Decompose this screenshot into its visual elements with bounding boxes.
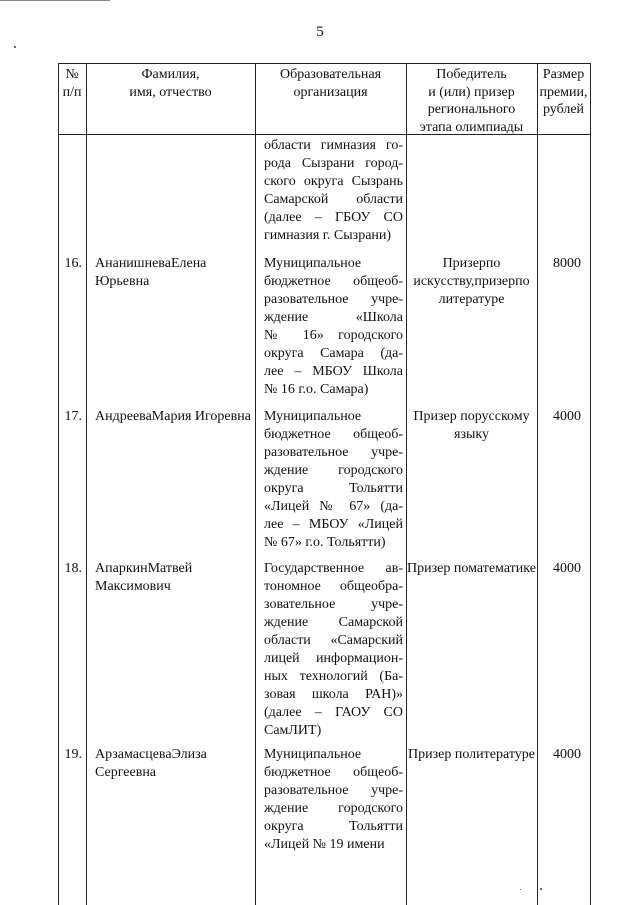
text-line: округа Тольятти xyxy=(264,481,403,496)
text-line: области «Самарский xyxy=(264,633,403,648)
text-line: Муниципальное xyxy=(264,747,362,762)
text-line: Мария Игоревна xyxy=(151,409,251,424)
text-line: Андреева xyxy=(95,409,152,424)
achievement xyxy=(406,408,537,444)
prize-amount: 4000 xyxy=(553,409,581,424)
text-line: СамЛИТ) xyxy=(264,723,322,738)
text-line: Арзамасцева xyxy=(95,747,172,762)
text-line: ных технологий (Ба- xyxy=(264,669,403,684)
text-line: призер xyxy=(474,274,516,289)
text-line: лее – МБОУ «Лицей xyxy=(264,517,403,532)
student-name xyxy=(95,560,253,596)
scan-speck xyxy=(520,889,521,890)
organization xyxy=(264,408,403,552)
text-line: № 16» городского xyxy=(264,328,403,343)
achievement xyxy=(406,255,537,309)
header-org: Образовательная организация xyxy=(279,67,382,100)
text-line: Апаркин xyxy=(95,561,148,576)
organization xyxy=(264,560,403,740)
text-line: (далее – ГАОУ СО xyxy=(264,705,403,720)
text-line: математике xyxy=(468,561,536,576)
text-line: Государственное ав- xyxy=(264,561,403,576)
text-line: тономное общеобра- xyxy=(264,579,403,594)
row-number: 18. xyxy=(64,561,82,576)
text-line: округа Самара (да- xyxy=(264,346,403,361)
student-name xyxy=(95,408,253,426)
prize-amount: 4000 xyxy=(553,747,581,762)
prize-amount: 4000 xyxy=(553,561,581,576)
winners-table xyxy=(58,63,591,905)
text-line: гимназия г. Сызрани) xyxy=(264,228,392,243)
text-line: зовательное учре- xyxy=(264,597,403,612)
text-line: (далее – ГБОУ СО xyxy=(264,210,403,225)
text-line: лее – МБОУ Школа xyxy=(264,364,403,379)
header-achievement: Победитель и (или) призер регионального этапа олимпиады xyxy=(419,67,524,135)
scan-speck xyxy=(14,46,16,48)
text-line: Самарской области xyxy=(264,192,403,207)
row-number: 16. xyxy=(64,256,82,271)
text-line: ждение городского xyxy=(264,801,403,816)
scan-speck xyxy=(540,888,542,890)
text-line: Призер по xyxy=(407,561,469,576)
organization xyxy=(264,255,403,399)
text-line: лицей информацион- xyxy=(264,651,403,666)
text-line: Елена Юрьевна xyxy=(95,256,207,289)
header-num: № п/п xyxy=(62,67,82,100)
student-name xyxy=(95,746,253,782)
text-line: Призер xyxy=(442,256,486,271)
text-line: Призер по xyxy=(413,409,475,424)
text-line: русскому языку xyxy=(454,409,530,442)
text-line: рода Сызрани город- xyxy=(264,156,403,171)
continuation-org xyxy=(264,137,403,245)
text-line: Элиза Сергеевна xyxy=(95,747,207,780)
text-line: разовательное учре- xyxy=(264,783,403,798)
text-line: ждение Самарской xyxy=(264,615,403,630)
organization xyxy=(264,746,403,854)
achievement xyxy=(406,746,537,764)
text-line: «Лицей № 19 имени xyxy=(264,837,385,852)
text-line: бюджетное общеоб- xyxy=(264,427,403,442)
text-line: Ананишнева xyxy=(95,256,171,271)
row-number: 19. xyxy=(64,747,82,762)
text-line: ского округа Сызрань xyxy=(264,174,403,189)
text-line: по литературе xyxy=(438,274,530,307)
text-line: Матвей Максимович xyxy=(95,561,193,594)
prize-amount: 8000 xyxy=(553,256,581,271)
text-line: ждение городского xyxy=(264,463,403,478)
text-line: бюджетное общеоб- xyxy=(264,274,403,289)
header-name: Фамилия, имя, отчество xyxy=(129,67,212,100)
scan-edge-line xyxy=(0,0,110,1)
row-number: 17. xyxy=(64,409,82,424)
text-line: бюджетное общеоб- xyxy=(264,765,403,780)
text-line: округа Тольятти xyxy=(264,819,403,834)
text-line: разовательное учре- xyxy=(264,292,403,307)
text-line: Муниципальное xyxy=(264,409,362,424)
header-prize: Размер премии, рублей xyxy=(539,67,588,117)
text-line: литературе xyxy=(469,747,535,762)
text-line: ждение «Школа xyxy=(264,310,403,325)
text-line: зовая школа РАН)» xyxy=(264,687,403,702)
text-line: Муниципальное xyxy=(264,256,362,271)
achievement xyxy=(406,560,537,578)
text-line: «Лицей № 67» (да- xyxy=(264,499,403,514)
text-line: № 67» г.о. Тольятти) xyxy=(264,535,386,550)
text-line: № 16 г.о. Самара) xyxy=(264,382,369,397)
text-line: разовательное учре- xyxy=(264,445,403,460)
text-line: Призер по xyxy=(408,747,470,762)
page-number: 5 xyxy=(316,24,324,40)
text-line: по искусству, xyxy=(413,256,501,289)
text-line: области гимназия го- xyxy=(264,138,403,153)
student-name xyxy=(95,255,253,291)
